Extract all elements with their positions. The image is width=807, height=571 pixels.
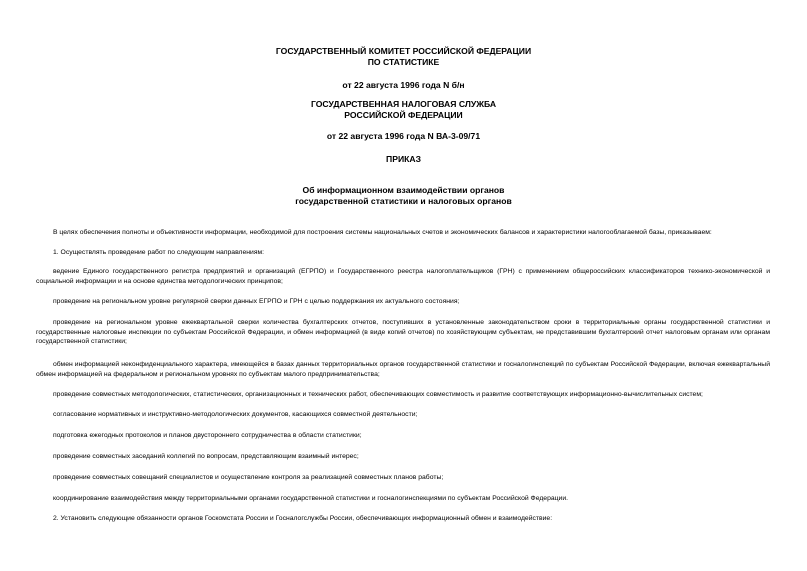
issuer-2	[0, 99, 807, 121]
paragraph-protocols: подготовка ежегодных протоколов и планов двустороннего сотрудничества в области статистики;	[53, 432, 362, 439]
paragraph-quarterly-check: проведение на региональном уровне ежеквартальной сверки количества бухгалтерских отчетов, поступивших в установленные законодательством сроки в территориальные органы государственной статистики и государственные налоговые инспекции по субъектам Российской Федерации, и обмен информацией (в виде копий отчетов) по хозяйствующим субъектам, не представившим бухгалтерский отчет налоговым органам или органам государственной статистики;	[36, 319, 770, 345]
issuer-1-line-2: ПО СТАТИСТИКЕ	[367, 57, 440, 67]
paragraph-documents: согласование нормативных и инструктивно-методологических документов, касающихся совместной деятельности;	[53, 411, 418, 418]
paragraph-joint-works: проведение совместных методологических, статистических, организационных и технических работ, обеспечивающих совместимость и развитие соответствующих информационно-вычислительных систем;	[53, 391, 703, 398]
paragraph-coordination: координирование взаимодействия между территориальными органами государственной статистики и госналогинспекциями по субъектам Российской Федерации.	[53, 495, 569, 502]
issuer-1	[0, 46, 807, 68]
paragraph-info-exchange: обмен информацией неконфиденциального характера, имеющейся в базах данных территориальных органов государственной статистики и госналогинспекций по субъектам Российской Федерации, включая ежеквартальный обмен информацией на федеральном и региональном уровнях по субъектам малого предпринимательства;	[36, 361, 770, 378]
paragraph-specialists: проведение совместных совещаний специалистов и осуществление контроля за реализацией совместных планов работы;	[53, 474, 444, 481]
issuer-1-date: от 22 августа 1996 года N б/н	[342, 80, 465, 90]
document-title-line-2: государственной статистики и налоговых органов	[295, 196, 512, 206]
issuer-2-line-1: ГОСУДАРСТВЕННАЯ НАЛОГОВАЯ СЛУЖБА	[310, 99, 497, 109]
paragraph-item-1: 1. Осуществлять проведение работ по следующим направлениям:	[53, 249, 265, 256]
paragraph-meetings: проведение совместных заседаний коллегий по вопросам, представляющим взаимный интерес;	[53, 453, 359, 460]
issuer-1-line-1: ГОСУДАРСТВЕННЫЙ КОМИТЕТ РОССИЙСКОЙ ФЕДЕРАЦИИ	[275, 46, 532, 56]
issuer-2-date: от 22 августа 1996 года N ВА-3-09/71	[326, 131, 481, 141]
document-title	[0, 185, 807, 207]
paragraph-item-2: 2. Установить следующие обязанности органов Госкомстата России и Госналогслужбы России, обеспечивающих информационный обмен и взаимодействие:	[53, 515, 553, 522]
document-type: ПРИКАЗ	[386, 154, 421, 164]
paragraph-egrpo-grn: ведение Единого государственного регистра предприятий и организаций (ЕГРПО) и Государственного реестра налогоплательщиков (ГРН) с применением общероссийских классификаторов технико-экономической и социальной информации и на основе единства методологических принципов;	[36, 268, 770, 285]
paragraph-preamble: В целях обеспечения полноты и объективности информации, необходимой для построения системы национальных счетов и экономических балансов и характеристики налогооблагаемой базы, приказываем:	[53, 229, 712, 236]
document-title-line-1: Об информационном взаимодействии органов	[302, 185, 505, 195]
paragraph-regular-check: проведение на региональном уровне регулярной сверки данных ЕГРПО и ГРН с целью поддержания их актуального состояния;	[53, 298, 460, 305]
issuer-2-line-2: РОССИЙСКОЙ ФЕДЕРАЦИИ	[344, 110, 463, 120]
